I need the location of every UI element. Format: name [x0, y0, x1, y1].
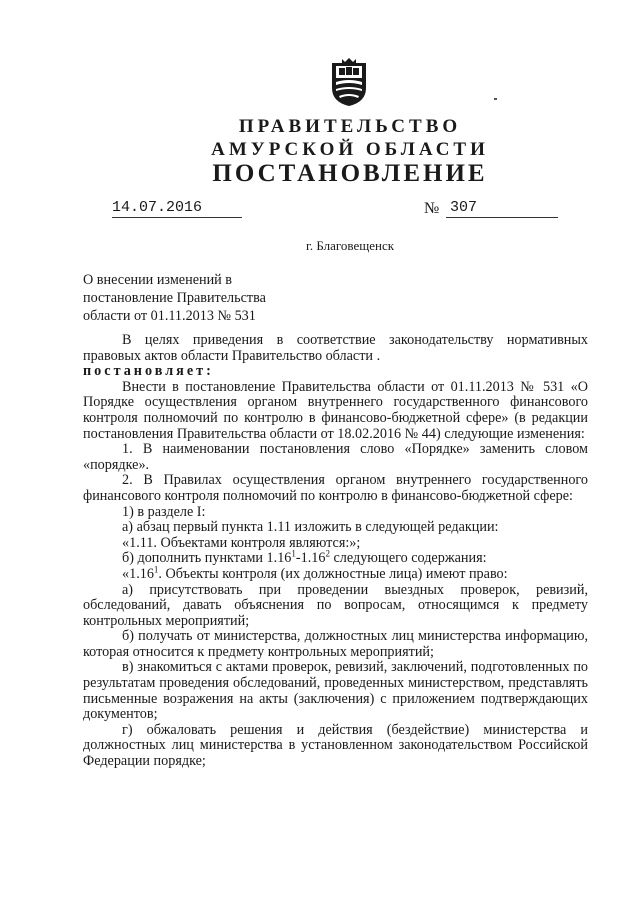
paragraph: «1.11. Объектами контроля являются:»;: [122, 534, 361, 551]
document-body: [83, 333, 588, 770]
decree-word: постановляет:: [83, 363, 214, 380]
text-run: . Объекты контроля (их должностные лица) имеют право:: [158, 565, 508, 582]
paragraph: 1. В наименовании постановления слово «Порядке» заменить словом «порядке».: [83, 441, 588, 473]
text-run: -1.16: [295, 550, 326, 567]
paragraph: 1) в разделе I:: [122, 503, 206, 520]
superscript: 1: [291, 548, 296, 559]
scan-speck: [494, 98, 497, 100]
paragraph: б) получать от министерства, должностных лиц министерства информацию, которая относится к предмету контрольных мероприятий;: [83, 628, 588, 660]
coat-of-arms-icon: [327, 58, 371, 108]
document-type: ПОСТАНОВЛЕНИЕ: [212, 160, 488, 187]
subject-line: постановление Правительства: [83, 290, 266, 306]
paragraph: в) знакомиться с актами проверок, ревизий, заключений, подготовленных по результатам проведения обследований, проведенных министерством, представлять письменные возражения на акты (заключения) с приложением подтверждающих документов;: [83, 659, 588, 723]
text-run: «1.16: [122, 565, 154, 582]
paragraph: а) абзац первый пункта 1.11 изложить в следующей редакции:: [122, 519, 499, 536]
superscript: 1: [153, 564, 159, 575]
city: г. Благовещенск: [305, 238, 395, 253]
paragraph: а) присутствовать при проведении выездных проверок, ревизий, обследований, давать объяснения по вопросам, относящимся к предмету контрольных мероприятий;: [83, 581, 588, 629]
text-run: следующего содержания:: [329, 550, 487, 567]
number-label: №: [424, 200, 440, 217]
document-date: 14.07.2016: [112, 199, 242, 218]
text-run: б) дополнить пунктами 1.16: [122, 550, 292, 567]
document-subject: [83, 271, 266, 325]
paragraph: 2. В Правилах осуществления органом внутреннего государственного финансового контроля полномочий по контролю в финансово-бюджетной сфере:: [83, 472, 588, 504]
org-name-line1: ПРАВИТЕЛЬСТВО: [238, 116, 462, 137]
paragraph: Внести в постановление Правительства области от 01.11.2013 № 531 «О Порядке осуществления органом внутреннего государственного финансового контроля полномочий по контролю в финансово-бюджетной сфере» (в редакции постановления Правительства области от 18.02.2016 № 44) следующие изменения:: [83, 378, 588, 442]
paragraph: г) обжаловать решения и действия (бездействие) министерства и должностных лиц министерства в установленном законодательством Российской Федерации порядке;: [83, 721, 588, 770]
subject-line: О внесении изменений в: [83, 272, 233, 288]
superscript: 2: [325, 548, 330, 559]
document-number: 307: [446, 199, 558, 218]
org-name-line2: АМУРСКОЙ ОБЛАСТИ: [211, 139, 489, 160]
subject-line: области от 01.11.2013 № 531: [83, 308, 256, 324]
paragraph: [83, 564, 588, 583]
paragraph: [83, 548, 588, 567]
preamble: В целях приведения в соответствие законодательству нормативных правовых актов области Правительство области .: [83, 332, 588, 364]
